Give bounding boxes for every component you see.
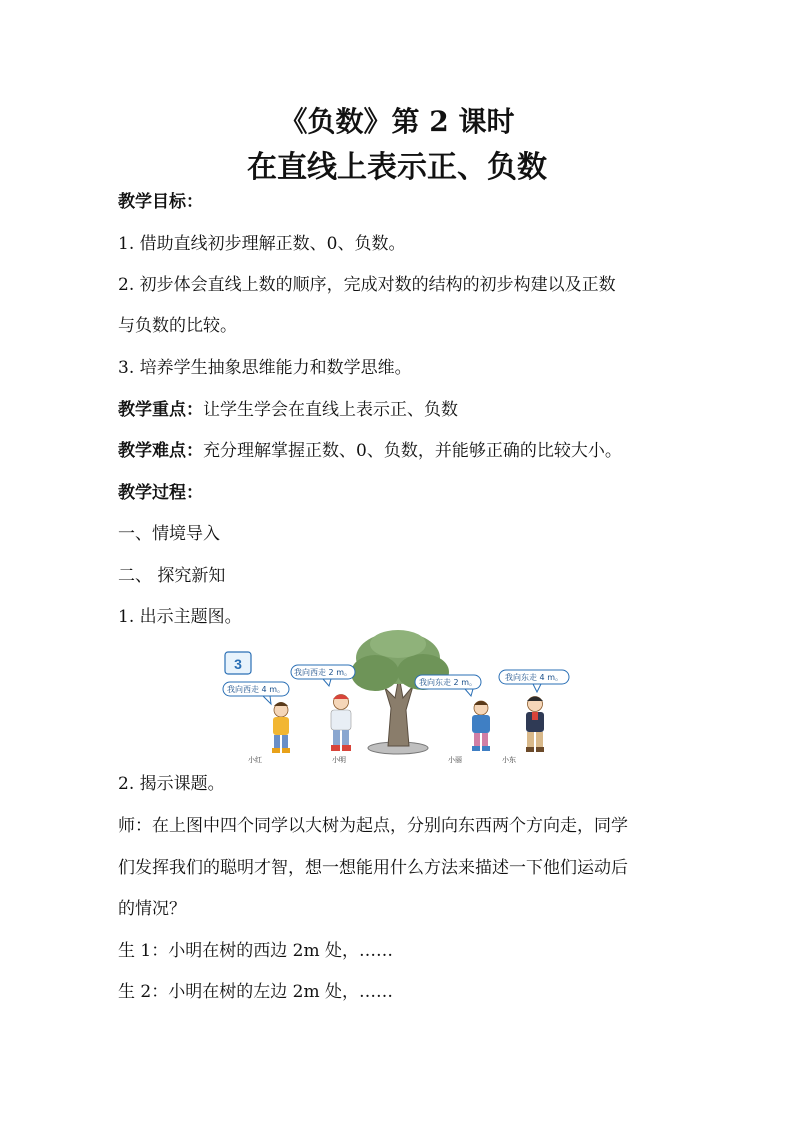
difficulty-label: 教学难点： <box>118 441 203 461</box>
tree-icon <box>351 630 449 754</box>
difficulty <box>118 439 688 463</box>
teacher-line: 们发挥我们的聪明才智，想一想能用什么方法来描述一下他们运动后 <box>118 858 628 878</box>
child-figure <box>272 702 290 753</box>
objective-item: 3. 培养学生抽象思维能力和数学思维。 <box>118 358 412 378</box>
teacher-line: 的情况？ <box>118 899 186 919</box>
speech-bubble <box>499 670 569 692</box>
child-name-label: 小东 <box>502 756 516 764</box>
objective-item: 1. 借助直线初步理解正数、0、负数。 <box>118 234 406 254</box>
key-point-label: 教学重点： <box>118 400 203 420</box>
speech-bubble-text: 我向西走 4 m。 <box>227 685 285 694</box>
objective-item-continued: 与负数的比较。 <box>118 316 237 336</box>
step-item: 1. 出示主题图。 <box>118 607 242 627</box>
page-title: 《负数》第 2 课时 <box>279 105 515 138</box>
speech-bubble <box>291 665 355 686</box>
student-line: 生 1：小明在树的西边 2m 处，…… <box>118 941 393 961</box>
child-figure <box>331 695 351 752</box>
key-point-text: 让学生学会在直线上表示正、负数 <box>203 400 458 420</box>
speech-bubble-text: 我向东走 2 m。 <box>419 678 477 687</box>
teacher-line: 师：在上图中四个同学以大树为起点，分别向东西两个方向走，同学 <box>118 816 628 836</box>
speech-bubble-text: 我向东走 4 m。 <box>505 673 563 682</box>
child-name-label: 小丽 <box>448 756 462 764</box>
number-badge <box>225 652 251 674</box>
student-line: 生 2：小明在树的左边 2m 处，…… <box>118 982 393 1002</box>
speech-bubble-text: 我向西走 2 m。 <box>294 668 352 677</box>
key-point <box>118 398 688 422</box>
section-heading: 一、情境导入 <box>118 524 220 544</box>
speech-bubble <box>223 682 289 704</box>
objective-item: 2. 初步体会直线上数的顺序，完成对数的结构的初步构建以及正数 <box>118 275 616 295</box>
step-item: 2. 揭示课题。 <box>118 774 225 794</box>
child-figure <box>526 697 544 753</box>
section-heading: 二、 探究新知 <box>118 566 226 586</box>
number-badge-label: 3 <box>234 656 242 672</box>
child-name-label: 小红 <box>248 756 262 764</box>
theme-illustration <box>215 628 580 768</box>
page-subtitle: 在直线上表示正、负数 <box>247 150 547 185</box>
speech-bubble <box>415 675 481 696</box>
objectives-heading: 教学目标： <box>118 192 203 212</box>
child-name-label: 小明 <box>332 756 346 764</box>
process-heading: 教学过程： <box>118 483 203 503</box>
child-figure <box>472 701 490 751</box>
difficulty-text: 充分理解掌握正数、0、负数，并能够正确的比较大小。 <box>203 441 622 461</box>
